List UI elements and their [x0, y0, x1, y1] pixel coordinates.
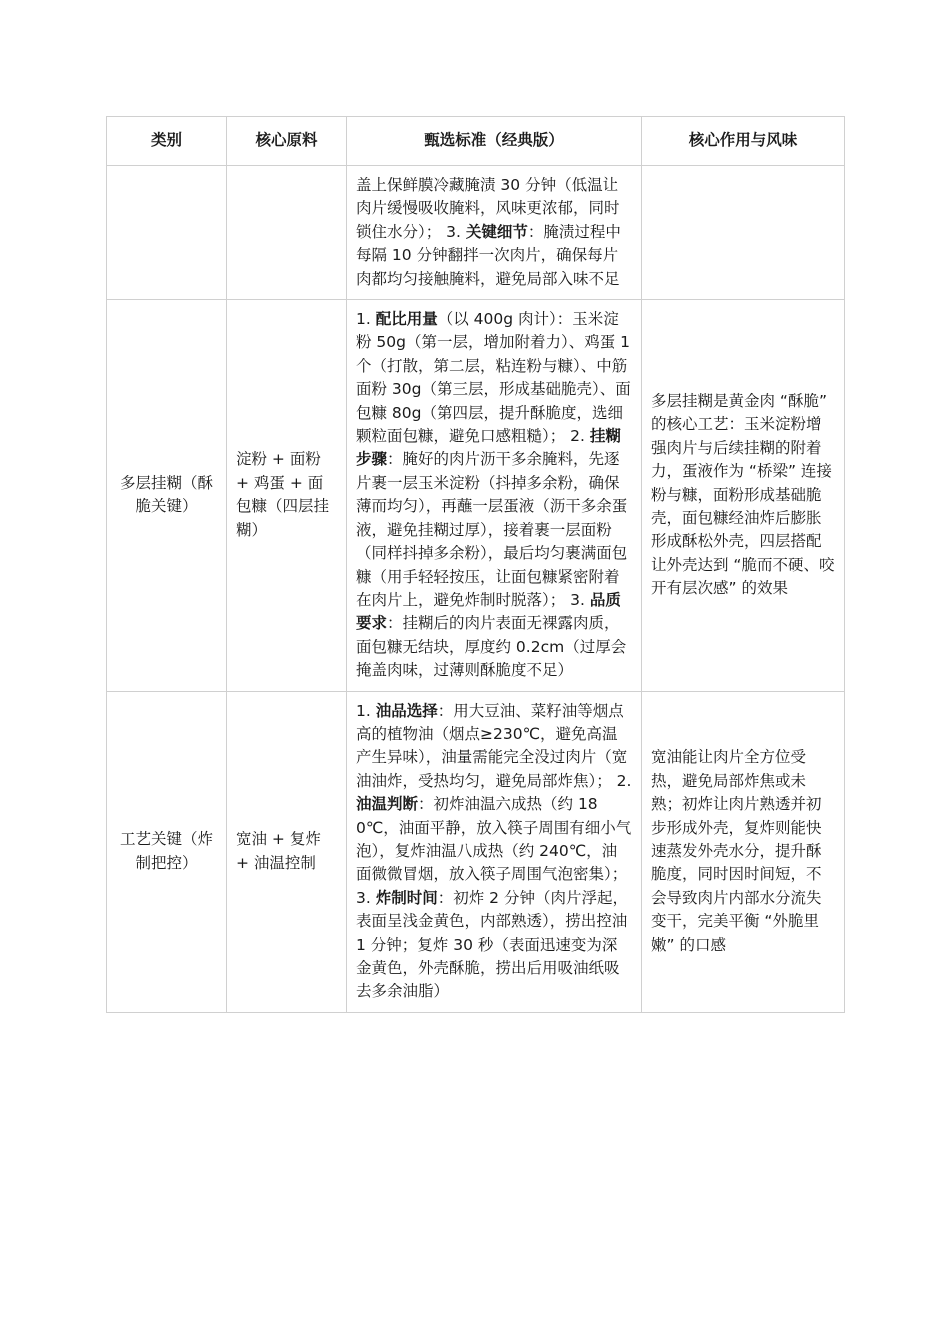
row-effect: 多层挂糊是黄金肉 “酥脆” 的核心工艺：玉米淀粉增强肉片与后续挂糊的附着力，蛋液作为 “桥梁” 连接粉与糠，面粉形成基础脆壳，面包糠经油炸后膨胀形成酥松外壳，四层搭配让外壳达到 “脆而不硬、咬开有层次感” 的效果: [642, 300, 845, 692]
table-row: [107, 166, 845, 300]
standard-bold-label: 油品选择: [375, 701, 438, 720]
header-effect: 核心作用与风味: [642, 117, 845, 166]
header-material: 核心原料: [227, 117, 347, 166]
standard-text: 1.: [356, 701, 376, 720]
standard-text: 1.: [356, 310, 376, 329]
row-material: 宽油 + 复炸 + 油温控制: [227, 691, 347, 1012]
table-row: [107, 300, 845, 692]
row-standard: [347, 166, 642, 300]
standard-text: ：初炸 2 分钟（肉片浮起，表面呈浅金黄色，内部熟透），捞出控油 1 分钟；复炸 30 秒（表面迅速变为深金黄色，外壳酥脆，捞出后用吸油纸吸去多余油脂）: [356, 888, 628, 1001]
row-category: [107, 166, 227, 300]
row-material: [227, 166, 347, 300]
standard-bold-label: 炸制时间: [375, 888, 438, 907]
header-standard: 甄选标准（经典版）: [347, 117, 642, 166]
recipe-table: [106, 116, 845, 1013]
row-standard: [347, 300, 642, 692]
standard-bold-label: 配比用量: [375, 310, 438, 329]
table-header-row: [107, 117, 845, 166]
standard-text: （以 400g 肉计）：玉米淀粉 50g（第一层，增加附着力）、鸡蛋 1 个（打散，第二层，粘连粉与糠）、中筋面粉 30g（第三层，形成基础脆壳）、面包糠 80g（第四层，提升酥脆度，选细颗粒面包糠，避免口感粗糙）； 2.: [356, 310, 631, 446]
row-category: 多层挂糊（酥脆关键）: [107, 300, 227, 692]
standard-bold-label: 挂糊步骤: [356, 427, 621, 469]
header-category: 类别: [107, 117, 227, 166]
table-row: [107, 691, 845, 1012]
row-effect: 宽油能让肉片全方位受热，避免局部炸焦或未熟；初炸让肉片熟透并初步形成外壳，复炸则能快速蒸发外壳水分，提升酥脆度，同时因时间短，不会导致肉片内部水分流失变干，完美平衡 “外脆里嫩” 的口感: [642, 691, 845, 1012]
standard-text: ：用大豆油、菜籽油等烟点高的植物油（烟点≥230℃，避免高温产生异味），油量需能完全没过肉片（宽油油炸，受热均匀，避免局部炸焦）； 2.: [356, 701, 632, 790]
row-effect: [642, 166, 845, 300]
row-material: 淀粉 + 面粉 + 鸡蛋 + 面包糠（四层挂糊）: [227, 300, 347, 692]
row-category: 工艺关键（炸制把控）: [107, 691, 227, 1012]
row-standard: [347, 691, 642, 1012]
standard-bold-label: 油温判断: [356, 795, 419, 814]
standard-text: ：腌好的肉片沥干多余腌料，先逐片裹一层玉米淀粉（抖掉多余粉，确保薄而均匀），再蘸一层蛋液（沥干多余蛋液，避免挂糊过厚），接着裹一层面粉（同样抖掉多余粉），最后均匀裹满面包糠（用手轻轻按压，让面包糠紧密附着在肉片上，避免炸制时脱落）； 3.: [356, 450, 628, 609]
standard-text: 盖上保鲜膜冷藏腌渍 30 分钟（低温让肉片缓慢吸收腌料，风味更浓郁，同时锁住水分）； 3.: [356, 176, 620, 241]
standard-bold-label: 关键细节: [465, 222, 528, 241]
standard-text: ：初炸油温六成热（约 180℃，油面平静，放入筷子周围有细小气泡），复炸油温八成热（约 240℃，油面微微冒烟，放入筷子周围气泡密集）； 3.: [356, 795, 632, 907]
standard-text: ：挂糊后的肉片表面无裸露肉质，面包糠无结块，厚度约 0.2cm（过厚会掩盖肉味，过薄则酥脆度不足）: [356, 614, 627, 680]
standard-text: ：腌渍过程中每隔 10 分钟翻拌一次肉片，确保每片肉都均匀接触腌料，避免局部入味不足: [356, 222, 621, 288]
standard-bold-label: 品质要求: [356, 590, 621, 633]
